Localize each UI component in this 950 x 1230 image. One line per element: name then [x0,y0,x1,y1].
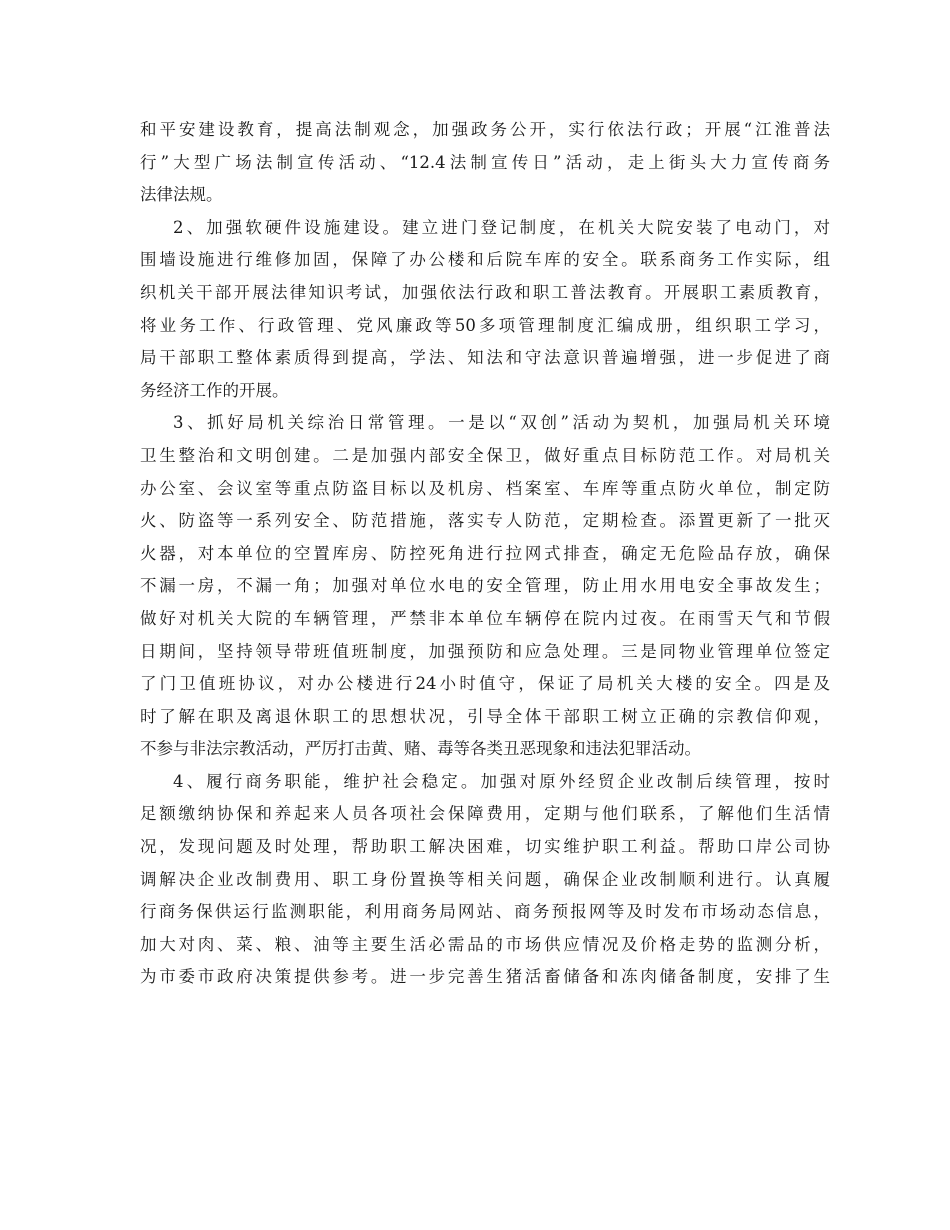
text-line: 了门卫值班协议，对办公楼进行24小时值守，保证了局机关大楼的安全。四是及 [140,674,830,694]
text-line: 行商务保供运行监测职能，利用商务局网站、商务预报网等及时发布市场动态信息， [140,902,830,922]
text-line: 时了解在职及离退休职工的思想状况，引导全体干部职工树立正确的宗教信仰观， [140,706,830,726]
text-line: 将业务工作、行政管理、党风廉政等50多项管理制度汇编成册，组织职工学习， [140,315,830,335]
paragraph-4 [140,766,830,994]
text-line: 日期间，坚持领导带班值班制度，加强预防和应急处理。三是同物业管理单位签定 [140,641,830,661]
text-line: 卫生整治和文明创建。二是加强内部安全保卫，做好重点目标防范工作。对局机关 [140,445,830,465]
text-line: 不漏一房，不漏一角；加强对单位水电的安全管理，防止用水用电安全事故发生； [140,576,830,596]
text-line: 足额缴纳协保和养起来人员各项社会保障费用，定期与他们联系，了解他们生活情 [140,804,830,824]
text-line: 2、加强软硬件设施建设。建立进门登记制度，在机关大院安装了电动门，对 [173,217,830,237]
text-line: 加大对肉、菜、粮、油等主要生活必需品的市场供应情况及价格走势的监测分析， [140,934,830,954]
text-line: 不参与非法宗教活动，严厉打击黄、赌、毒等各类丑恶现象和违法犯罪活动。 [140,739,701,759]
text-line: 织机关干部开展法律知识考试，加强依法行政和职工普法教育。开展职工素质教育， [140,282,830,302]
paragraph-2 [140,212,830,408]
text-line: 围墙设施进行维修加固，保障了办公楼和后院车库的安全。联系商务工作实际，组 [140,250,830,270]
text-line: 行”大型广场法制宣传活动、“12.4法制宣传日”活动，走上街头大力宣传商务 [140,152,830,172]
paragraph-1 [140,114,830,212]
text-line: 4、履行商务职能，维护社会稳定。加强对原外经贸企业改制后续管理，按时 [173,771,830,791]
document-body [140,114,830,994]
text-line: 做好对机关大院的车辆管理，严禁非本单位车辆停在院内过夜。在雨雪天气和节假 [140,608,830,628]
text-line: 况，发现问题及时处理，帮助职工解决困难，切实维护职工利益。帮助口岸公司协 [140,837,830,857]
text-line: 火、防盗等一系列安全、防范措施，落实专人防范，定期检查。添置更新了一批灭 [140,511,830,531]
text-line: 火器，对本单位的空置库房、防控死角进行拉网式排查，确定无危险品存放，确保 [140,543,830,563]
text-line: 法律法规。 [140,185,223,205]
paragraph-3 [140,407,830,766]
text-line: 3、抓好局机关综治日常管理。一是以“双创”活动为契机，加强局机关环境 [173,413,830,433]
text-line: 务经济工作的开展。 [140,380,289,400]
text-line: 局干部职工整体素质得到提高，学法、知法和守法意识普遍增强，进一步促进了商 [140,348,830,368]
text-line: 和平安建设教育，提高法制观念，加强政务公开，实行依法行政；开展“江淮普法 [140,120,830,139]
text-line: 为市委市政府决策提供参考。进一步完善生猪活畜储备和冻肉储备制度，安排了生 [140,967,830,987]
text-line: 办公室、会议室等重点防盗目标以及机房、档案室、车库等重点防火单位，制定防 [140,478,830,498]
text-line: 调解决企业改制费用、职工身份置换等相关问题，确保企业改制顺利进行。认真履 [140,869,830,889]
